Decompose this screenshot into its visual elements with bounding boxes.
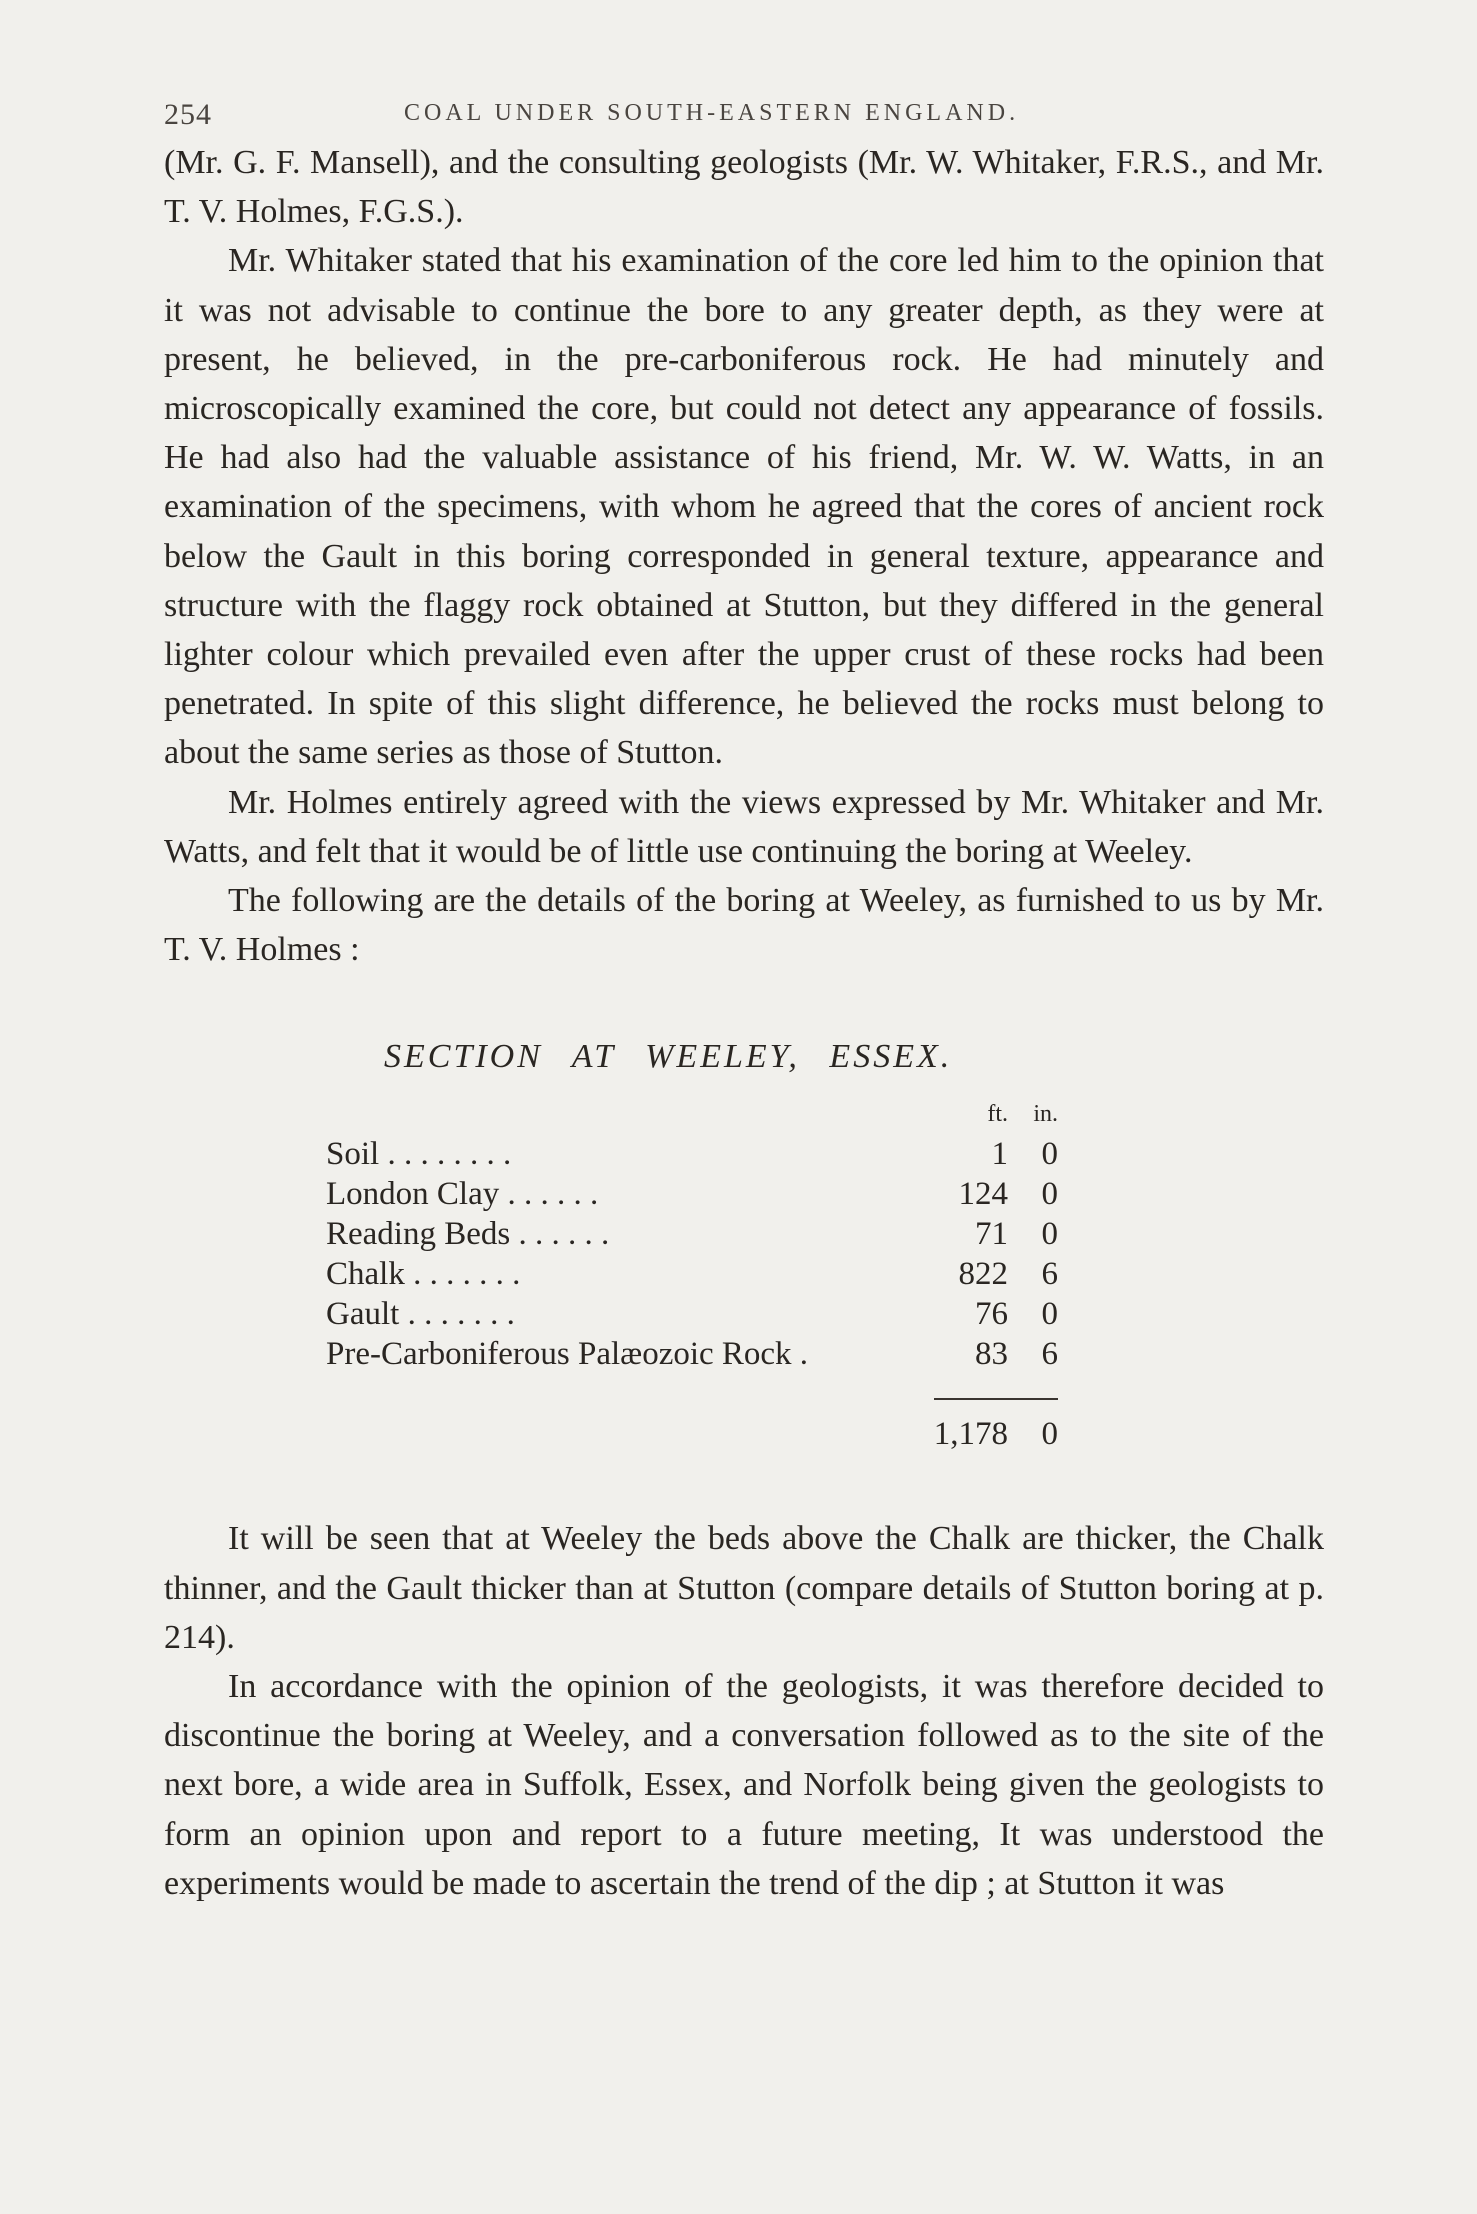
paragraph-whitaker-statement: Mr. Whitaker stated that his examination of the core led him to the opinion that it was not advisable to continue the bore to any greater depth, as they were at present, he believed, in the pre-carboniferous rock. He had minutely and microscopically examined the core, but could not detect any appearance of fossils. He had also had the valuable assistance of his friend, Mr. W. W. Watts, in an examination of the specimens, with whom he agreed that the cores of ancient rock below the Gault in this boring corresponded in general texture, appearance and structure with the flaggy rock obtained at Stutton, but they differed in the general lighter colour which prevailed even after the upper crust of these rocks had been penetrated. In spite of this slight difference, he believed the rocks must belong to about the same series as those of Stutton.	[164, 242, 1324, 772]
section-title: SECTION AT WEELEY, ESSEX.	[384, 1038, 953, 1076]
table-row	[326, 1134, 1058, 1174]
paragraph-decision: In accordance with the opinion of the geologists, it was therefore decided to discontinue the boring at Weeley, and a conversation followed as to the site of the next bore, a wide area in Suffolk, Essex, and Norfolk being given the geologists to form an opinion upon and report to a future meeting, It was understood the experiments would be made to ascertain the trend of the dip ; at Stutton it was	[164, 1668, 1324, 1902]
total-feet: 1,178	[933, 1416, 1008, 1453]
stratum-name: Soil . . . . . . . .	[326, 1136, 512, 1173]
total-rule-row	[326, 1374, 1058, 1414]
table-row	[326, 1294, 1058, 1334]
stratum-name: London Clay . . . . . .	[326, 1176, 599, 1213]
paragraph-boring-details-intro: The following are the details of the boring at Weeley, as furnished to us by Mr. T. V. Holmes :	[164, 882, 1324, 969]
running-head	[164, 88, 1324, 138]
table-row	[326, 1214, 1058, 1254]
table-header-row	[326, 1094, 1058, 1134]
stratum-feet: 76	[975, 1296, 1008, 1333]
total-rule	[934, 1398, 1058, 1400]
stratum-inches: 0	[1041, 1176, 1058, 1213]
running-title: COAL UNDER SOUTH-EASTERN ENGLAND.	[404, 100, 1020, 126]
stratum-feet: 822	[958, 1256, 1008, 1293]
stratum-inches: 0	[1041, 1296, 1058, 1333]
stratum-inches: 6	[1041, 1256, 1058, 1293]
paragraph-comparison: It will be seen that at Weeley the beds above the Chalk are thicker, the Chalk thinner, and the Gault thicker than at Stutton (compare details of Stutton boring at p. 214).	[164, 1520, 1324, 1656]
stratum-inches: 0	[1041, 1216, 1058, 1253]
stratum-feet: 83	[975, 1336, 1008, 1373]
stratum-name: Reading Beds . . . . . .	[326, 1216, 610, 1253]
paragraph-holmes-agreement: Mr. Holmes entirely agreed with the views expressed by Mr. Whitaker and Mr. Watts, and felt that it would be of little use continuing the boring at Weeley.	[164, 783, 1324, 870]
stratum-name: Chalk . . . . . . .	[326, 1256, 521, 1293]
total-row	[326, 1414, 1058, 1454]
table-row	[326, 1174, 1058, 1214]
table-row	[326, 1334, 1058, 1374]
column-header-feet: ft.	[987, 1101, 1008, 1128]
stratum-name: Pre-Carboniferous Palæozoic Rock .	[326, 1336, 809, 1373]
stratum-name: Gault . . . . . . .	[326, 1296, 515, 1333]
table-row	[326, 1254, 1058, 1294]
strata-table	[326, 1094, 1058, 1454]
column-header-inches: in.	[1033, 1101, 1058, 1128]
book-page	[164, 88, 1324, 1908]
stratum-inches: 0	[1041, 1136, 1058, 1173]
page-number: 254	[164, 98, 212, 131]
total-inches: 0	[1041, 1416, 1058, 1453]
paragraph-continuation: (Mr. G. F. Mansell), and the consulting geologists (Mr. W. Whitaker, F.R.S., and Mr. T. V. Holmes, F.G.S.).	[164, 144, 1324, 231]
stratum-feet: 71	[975, 1216, 1008, 1253]
stratum-feet: 1	[991, 1136, 1008, 1173]
stratum-inches: 6	[1041, 1336, 1058, 1373]
stratum-feet: 124	[958, 1176, 1008, 1213]
